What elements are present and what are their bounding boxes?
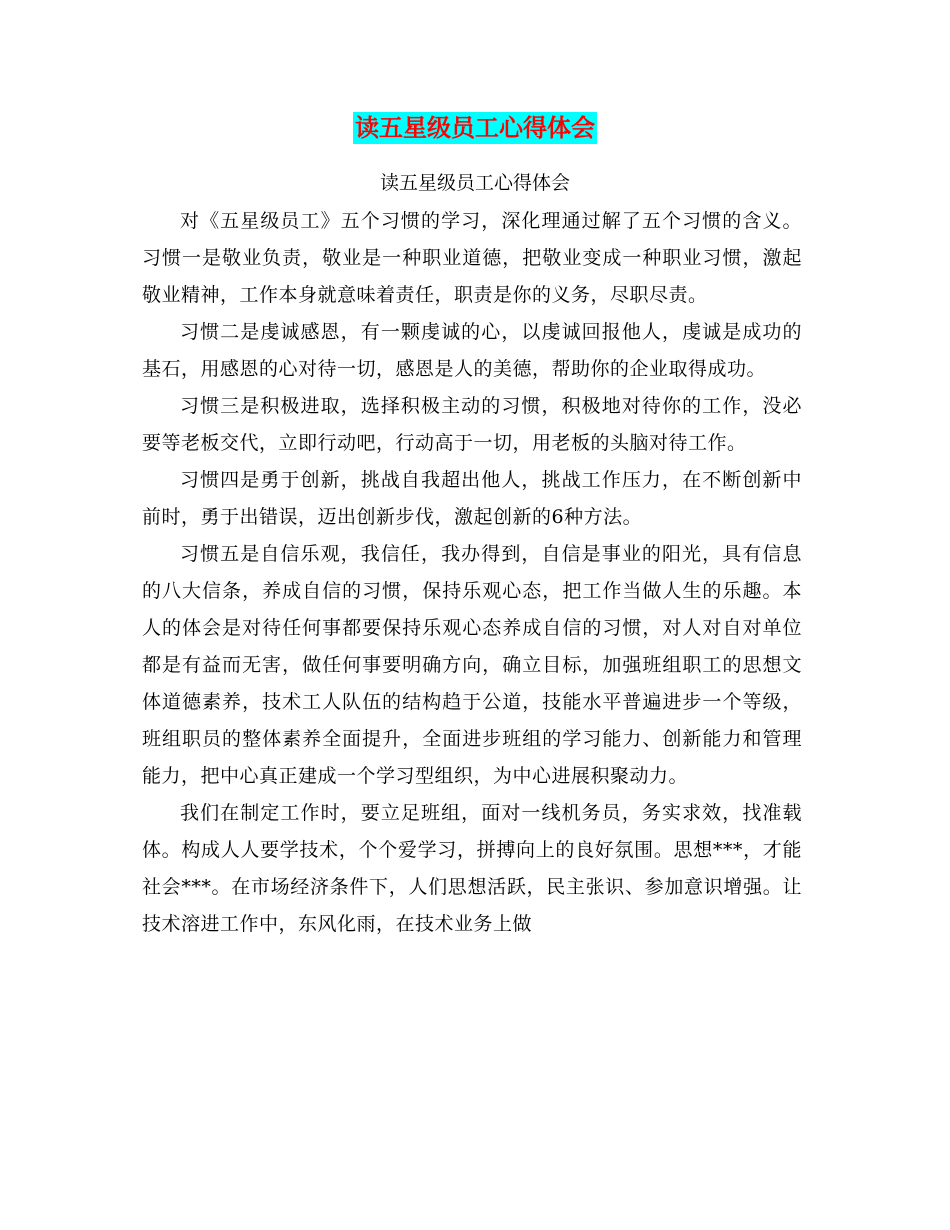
document-title: 读五星级员工心得体会 [355, 114, 595, 142]
title-container [0, 112, 950, 144]
paragraph: 习惯三是积极进取，选择积极主动的习惯，积极地对待你的工作，没必要等老板交代，立即行动吧，行动高于一切，用老板的头脑对待工作。 [142, 395, 802, 454]
paragraph: 习惯二是虔诚感恩，有一颗虔诚的心，以虔诚回报他人，虔诚是成功的基石，用感恩的心对待一切，感恩是人的美德，帮助你的企业取得成功。 [142, 321, 802, 380]
document-body [142, 203, 802, 943]
paragraph: 习惯五是自信乐观，我信任，我办得到，自信是事业的阳光，具有信息的八大信条，养成自信的习惯，保持乐观心态，把工作当做人生的乐趣。本人的体会是对待任何事都要保持乐观心态养成自信的习惯，对人对自对单位都是有益而无害，做任何事要明确方向，确立目标，加强班组职工的思想文体道德素养，技术工人队伍的结构趋于公道，技能水平普遍进步一个等级，班组职员的整体素养全面提升，全面进步班组的学习能力、创新能力和管理能力，把中心真正建成一个学习型组织，为中心进展积聚动力。 [142, 543, 802, 787]
paragraph: 我们在制定工作时，要立足班组，面对一线机务员，务实求效，找准载体。构成人人要学技术，个个爱学习，拼搏向上的良好氛围。思想***，才能社会***。在市场经济条件下，人们思想活跃，民主张识、参加意识增强。让技术溶进工作中，东风化雨，在技术业务上做 [142, 802, 802, 935]
document-subtitle: 读五星级员工心得体会 [379, 172, 570, 194]
paragraph: 对《五星级员工》五个习惯的学习，深化理通过解了五个习惯的含义。习惯一是敬业负责，敬业是一种职业道德，把敬业变成一种职业习惯，激起敬业精神，工作本身就意味着责任，职责是你的义务，尽职尽责。 [142, 210, 802, 306]
paragraph: 习惯四是勇于创新，挑战自我超出他人，挑战工作压力，在不断创新中前时，勇于出错误，迈出创新步伐，激起创新的6种方法。 [142, 469, 802, 528]
